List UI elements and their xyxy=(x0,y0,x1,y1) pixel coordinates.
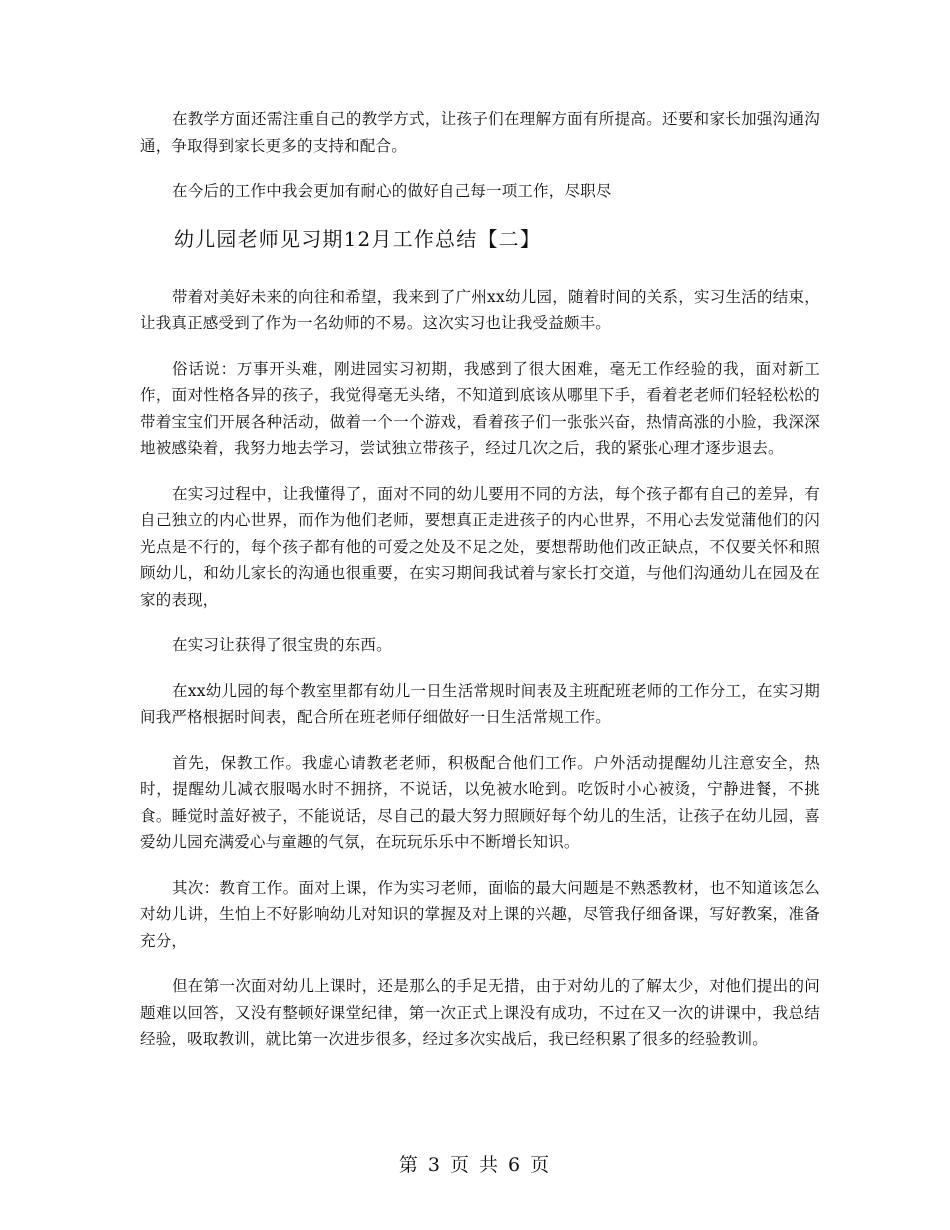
intro-paragraph-1: 在教学方面还需注重自己的教学方式，让孩子们在理解方面有所提高。还要和家长加强沟通沟通，争取得到家长更多的支持和配合。 xyxy=(140,110,820,155)
section-title: 幼儿园老师见习期12月工作总结【二】 xyxy=(174,226,542,251)
body-paragraph-5: 在xx幼儿园的每个教室里都有幼儿一日生活常规时间表及主班配班老师的工作分工，在实习期间我严格根据时间表，配合所在班老师仔细做好一日生活常规工作。 xyxy=(140,681,820,726)
body-paragraph-6: 首先，保教工作。我虚心请教老老师，积极配合他们工作。户外活动提醒幼儿注意安全，热时，提醒幼儿减衣服喝水时不拥挤，不说话，以免被水呛到。吃饭时小心被烫，宁静进餐，不挑食。睡觉时盖好被子，不能说话，尽自己的最大努力照顾好每个幼儿的生活，让孩子在幼儿园，喜爱幼儿园充满爱心与童趣的气氛，在玩玩乐乐中不断增长知识。 xyxy=(140,753,820,851)
body-paragraph-3: 在实习过程中，让我懂得了，面对不同的幼儿要用不同的方法，每个孩子都有自己的差异，有自己独立的内心世界，而作为他们老师，要想真正走进孩子的内心世界，不用心去发觉蒲他们的闪光点是不行的，每个孩子都有他的可爱之处及不足之处，要想帮助他们改正缺点，不仅要关怀和照顾幼儿，和幼儿家长的沟通也很重要，在实习期间我试着与家长打交道，与他们沟通幼儿在园及在家的表现， xyxy=(140,484,820,609)
body-paragraph-1: 带着对美好未来的向往和希望，我来到了广州xx幼儿园，随着时间的关系，实习生活的结束，让我真正感受到了作为一名幼师的不易。这次实习也让我受益颇丰。 xyxy=(140,287,820,332)
document-body xyxy=(140,106,820,1072)
body-paragraph-4: 在实习让获得了很宝贵的东西。 xyxy=(172,636,392,654)
intro-paragraph-2: 在今后的工作中我会更加有耐心的做好自己每一项工作，尽职尽 xyxy=(172,182,612,200)
body-paragraph-7: 其次：教育工作。面对上课，作为实习老师，面临的最大问题是不熟悉教材，也不知道该怎么对幼儿讲，生怕上不好影响幼儿对知识的掌握及对上课的兴趣，尽管我仔细备课，写好教案，准备充分， xyxy=(140,878,820,950)
body-paragraph-8: 但在第一次面对幼儿上课时，还是那么的手足无措，由于对幼儿的了解太少，对他们提出的问题难以回答，又没有整顿好课堂纪律，第一次正式上课没有成功，不过在又一次的讲课中，我总结经验，吸取教训，就比第一次进步很多，经过多次实战后，我已经积累了很多的经验教训。 xyxy=(140,977,820,1048)
body-paragraph-2: 俗话说：万事开头难，刚进园实习初期，我感到了很大困难，毫无工作经验的我，面对新工作，面对性格各异的孩子，我觉得毫无头绪，不知道到底该从哪里下手，看着老老师们轻轻松松的带着宝宝们开展各种活动，做着一个一个游戏，看着孩子们一张张兴奋，热情高涨的小脸，我深深地被感染着，我努力地去学习，尝试独立带孩子，经过几次之后，我的紧张心理才逐步退去。 xyxy=(140,359,820,457)
page-number-footer: 第 3 页 共 6 页 xyxy=(398,1154,552,1176)
